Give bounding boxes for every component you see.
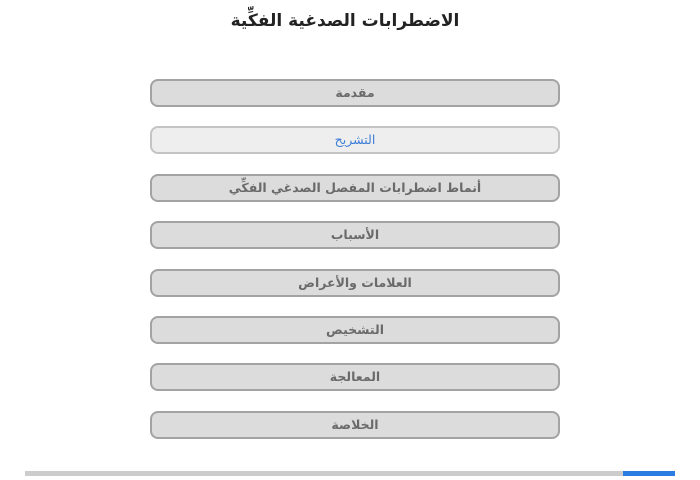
menu-item-introduction[interactable]: مقدمة (150, 79, 560, 107)
menu-item-signs-symptoms[interactable]: العلامات والأعراض (150, 269, 560, 297)
menu-item-causes[interactable]: الأسباب (150, 221, 560, 249)
menu-item-summary[interactable]: الخلاصة (150, 411, 560, 439)
menu-item-treatment[interactable]: المعالجة (150, 363, 560, 391)
progress-bar (25, 471, 675, 476)
menu-item-tmj-disorder-types[interactable]: أنماط اضطرابات المفصل الصدغي الفكِّي (150, 174, 560, 202)
page-title: الاضطرابات الصدغية الفكِّية (230, 11, 460, 31)
progress-bar-fill (623, 471, 675, 476)
section-menu (150, 79, 560, 458)
menu-item-diagnosis[interactable]: التشخيص (150, 316, 560, 344)
menu-item-anatomy[interactable]: التشريح (150, 126, 560, 154)
